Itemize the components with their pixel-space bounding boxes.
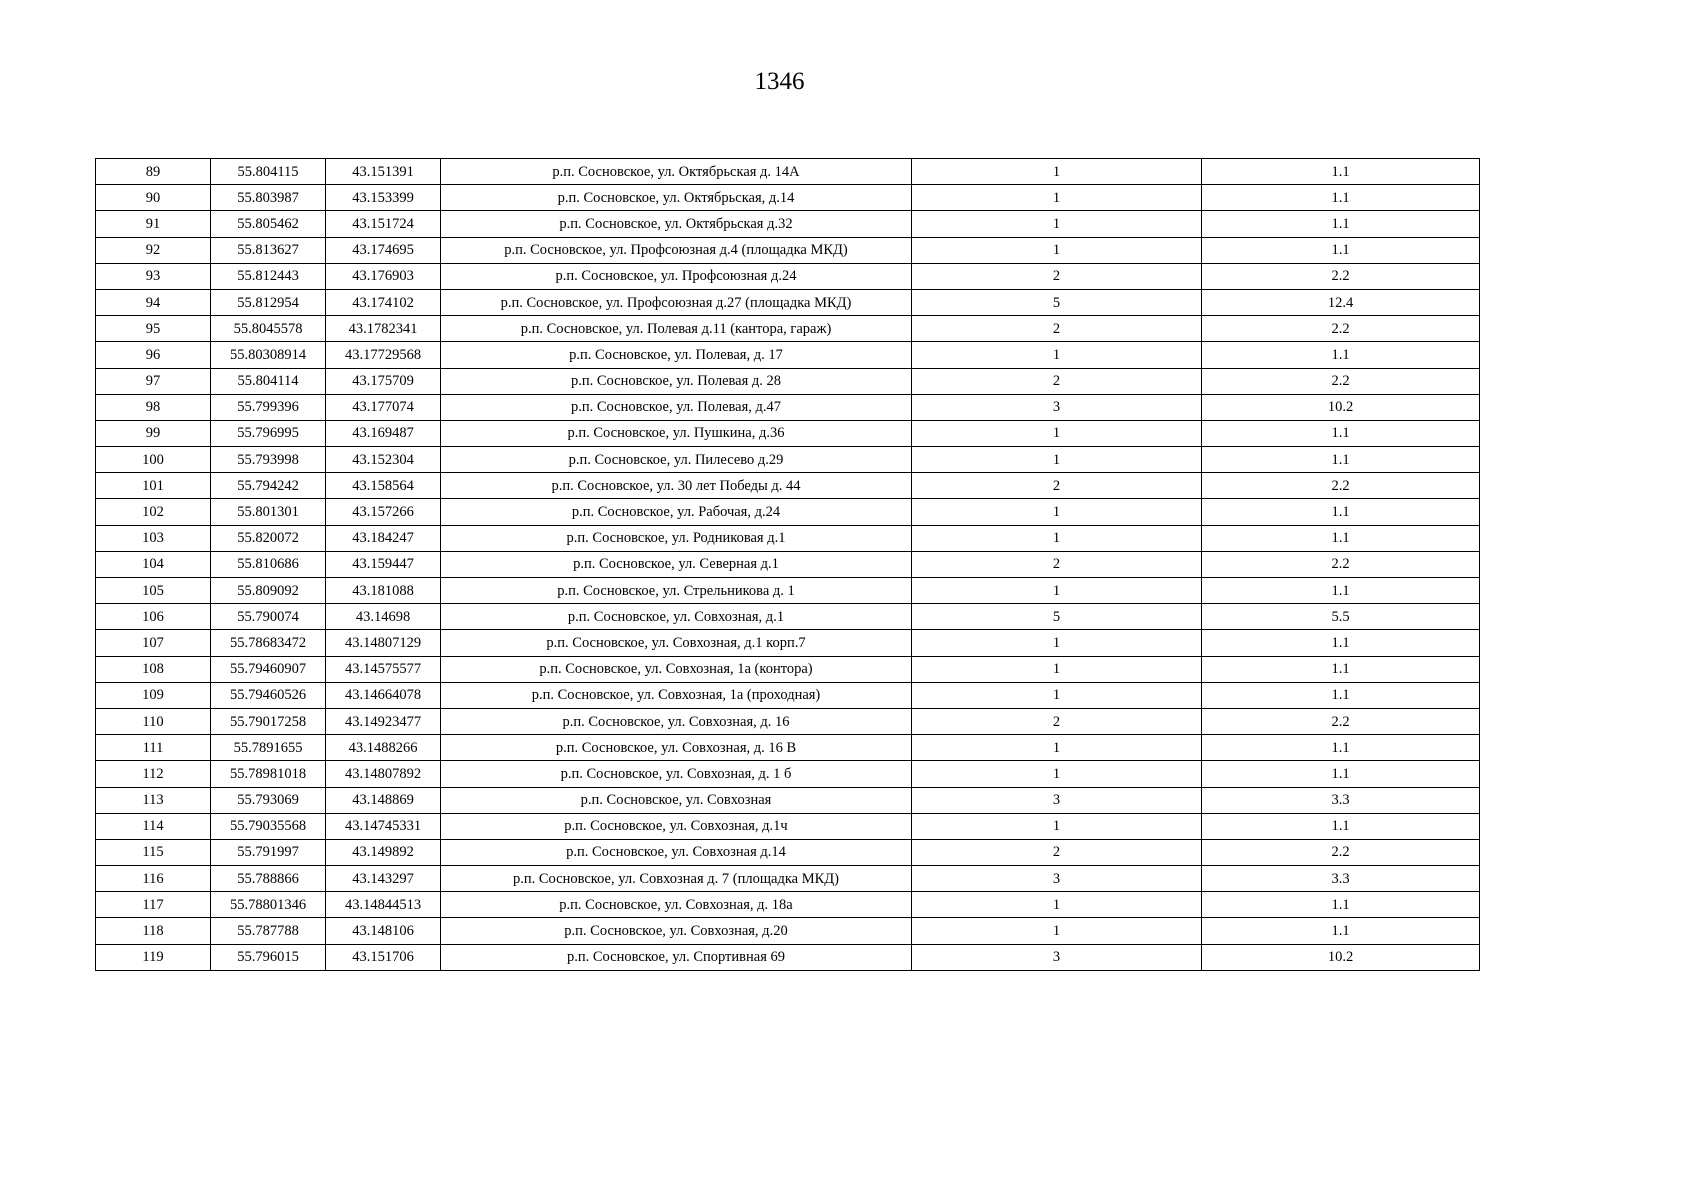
latitude-cell: 55.790074 [211,604,326,630]
container-count-cell: 2 [912,316,1202,342]
table-row [96,892,1480,918]
address-cell: р.п. Сосновское, ул. Октябрьская д.32 [441,211,912,237]
row-number-cell: 118 [96,918,211,944]
row-number-cell: 91 [96,211,211,237]
address-cell: р.п. Сосновское, ул. Полевая д.11 (кантора, гараж) [441,316,912,342]
volume-cell: 1.1 [1202,499,1480,525]
latitude-cell: 55.79035568 [211,813,326,839]
address-cell: р.п. Сосновское, ул. 30 лет Победы д. 44 [441,473,912,499]
latitude-cell: 55.803987 [211,185,326,211]
container-count-cell: 5 [912,289,1202,315]
volume-cell: 1.1 [1202,656,1480,682]
address-cell: р.п. Сосновское, ул. Совхозная, д. 16 [441,708,912,734]
row-number-cell: 108 [96,656,211,682]
container-count-cell: 1 [912,761,1202,787]
row-number-cell: 98 [96,394,211,420]
row-number-cell: 111 [96,735,211,761]
container-count-cell: 5 [912,604,1202,630]
table-row [96,682,1480,708]
table-row [96,211,1480,237]
longitude-cell: 43.153399 [326,185,441,211]
table-row [96,918,1480,944]
latitude-cell: 55.78981018 [211,761,326,787]
table-row [96,735,1480,761]
address-cell: р.п. Сосновское, ул. Совхозная, д. 18а [441,892,912,918]
volume-cell: 1.1 [1202,447,1480,473]
table-row [96,447,1480,473]
latitude-cell: 55.801301 [211,499,326,525]
container-count-cell: 2 [912,551,1202,577]
latitude-cell: 55.796015 [211,944,326,970]
address-cell: р.п. Сосновское, ул. Северная д.1 [441,551,912,577]
address-cell: р.п. Сосновское, ул. Совхозная, д.20 [441,918,912,944]
address-cell: р.п. Сосновское, ул. Родниковая д.1 [441,525,912,551]
volume-cell: 1.1 [1202,211,1480,237]
volume-cell: 1.1 [1202,525,1480,551]
longitude-cell: 43.14664078 [326,682,441,708]
latitude-cell: 55.793069 [211,787,326,813]
address-cell: р.п. Сосновское, ул. Совхозная, 1а (проходная) [441,682,912,708]
volume-cell: 1.1 [1202,630,1480,656]
table-row [96,866,1480,892]
longitude-cell: 43.151391 [326,159,441,185]
table-row [96,159,1480,185]
latitude-cell: 55.796995 [211,420,326,446]
volume-cell: 1.1 [1202,892,1480,918]
address-cell: р.п. Сосновское, ул. Совхозная, д. 1 б [441,761,912,787]
row-number-cell: 97 [96,368,211,394]
row-number-cell: 104 [96,551,211,577]
row-number-cell: 119 [96,944,211,970]
container-count-cell: 1 [912,499,1202,525]
latitude-cell: 55.804114 [211,368,326,394]
container-count-cell: 1 [912,735,1202,761]
volume-cell: 1.1 [1202,813,1480,839]
address-cell: р.п. Сосновское, ул. Пилесево д.29 [441,447,912,473]
volume-cell: 1.1 [1202,761,1480,787]
latitude-cell: 55.80308914 [211,342,326,368]
container-count-cell: 2 [912,473,1202,499]
longitude-cell: 43.181088 [326,578,441,604]
longitude-cell: 43.14923477 [326,708,441,734]
longitude-cell: 43.169487 [326,420,441,446]
container-count-cell: 1 [912,525,1202,551]
container-count-cell: 1 [912,813,1202,839]
table-row [96,787,1480,813]
address-cell: р.п. Сосновское, ул. Совхозная, д.1 [441,604,912,630]
row-number-cell: 103 [96,525,211,551]
table-row [96,237,1480,263]
address-cell: р.п. Сосновское, ул. Пушкина, д.36 [441,420,912,446]
address-cell: р.п. Сосновское, ул. Октябрьская, д.14 [441,185,912,211]
latitude-cell: 55.79460526 [211,682,326,708]
container-count-cell: 3 [912,394,1202,420]
row-number-cell: 93 [96,263,211,289]
container-count-cell: 1 [912,159,1202,185]
volume-cell: 2.2 [1202,316,1480,342]
volume-cell: 1.1 [1202,420,1480,446]
row-number-cell: 95 [96,316,211,342]
address-cell: р.п. Сосновское, ул. Совхозная д.14 [441,839,912,865]
table-row [96,342,1480,368]
volume-cell: 1.1 [1202,578,1480,604]
longitude-cell: 43.159447 [326,551,441,577]
container-count-cell: 2 [912,368,1202,394]
row-number-cell: 102 [96,499,211,525]
table-row [96,944,1480,970]
longitude-cell: 43.157266 [326,499,441,525]
row-number-cell: 115 [96,839,211,865]
container-count-cell: 1 [912,578,1202,604]
latitude-cell: 55.820072 [211,525,326,551]
row-number-cell: 89 [96,159,211,185]
longitude-cell: 43.148106 [326,918,441,944]
latitude-cell: 55.79017258 [211,708,326,734]
container-count-cell: 1 [912,237,1202,263]
latitude-cell: 55.78683472 [211,630,326,656]
address-cell: р.п. Сосновское, ул. Совхозная [441,787,912,813]
container-site-table [95,158,1480,971]
latitude-cell: 55.804115 [211,159,326,185]
latitude-cell: 55.7891655 [211,735,326,761]
row-number-cell: 101 [96,473,211,499]
table-row [96,263,1480,289]
row-number-cell: 107 [96,630,211,656]
row-number-cell: 106 [96,604,211,630]
latitude-cell: 55.788866 [211,866,326,892]
row-number-cell: 112 [96,761,211,787]
latitude-cell: 55.809092 [211,578,326,604]
longitude-cell: 43.1488266 [326,735,441,761]
container-count-cell: 2 [912,708,1202,734]
row-number-cell: 94 [96,289,211,315]
volume-cell: 1.1 [1202,237,1480,263]
address-cell: р.п. Сосновское, ул. Совхозная д. 7 (площадка МКД) [441,866,912,892]
latitude-cell: 55.8045578 [211,316,326,342]
volume-cell: 1.1 [1202,342,1480,368]
container-count-cell: 1 [912,447,1202,473]
row-number-cell: 99 [96,420,211,446]
longitude-cell: 43.151724 [326,211,441,237]
page-number: 1346 [754,68,805,95]
longitude-cell: 43.184247 [326,525,441,551]
latitude-cell: 55.805462 [211,211,326,237]
address-cell: р.п. Сосновское, ул. Стрельникова д. 1 [441,578,912,604]
address-cell: р.п. Сосновское, ул. Профсоюзная д.27 (площадка МКД) [441,289,912,315]
volume-cell: 1.1 [1202,682,1480,708]
container-count-cell: 3 [912,944,1202,970]
address-cell: р.п. Сосновское, ул. Октябрьская д. 14А [441,159,912,185]
latitude-cell: 55.812954 [211,289,326,315]
volume-cell: 3.3 [1202,866,1480,892]
latitude-cell: 55.810686 [211,551,326,577]
row-number-cell: 90 [96,185,211,211]
row-number-cell: 110 [96,708,211,734]
container-count-cell: 1 [912,918,1202,944]
container-count-cell: 3 [912,866,1202,892]
container-count-cell: 1 [912,656,1202,682]
table-row [96,473,1480,499]
row-number-cell: 113 [96,787,211,813]
latitude-cell: 55.799396 [211,394,326,420]
container-count-cell: 1 [912,342,1202,368]
table-row [96,525,1480,551]
volume-cell: 12.4 [1202,289,1480,315]
longitude-cell: 43.14844513 [326,892,441,918]
table-row [96,368,1480,394]
volume-cell: 2.2 [1202,368,1480,394]
latitude-cell: 55.78801346 [211,892,326,918]
address-cell: р.п. Сосновское, ул. Полевая д. 28 [441,368,912,394]
longitude-cell: 43.149892 [326,839,441,865]
volume-cell: 1.1 [1202,918,1480,944]
longitude-cell: 43.14698 [326,604,441,630]
volume-cell: 1.1 [1202,735,1480,761]
table-row [96,839,1480,865]
address-cell: р.п. Сосновское, ул. Совхозная, 1а (контора) [441,656,912,682]
table-row [96,394,1480,420]
address-cell: р.п. Сосновское, ул. Совхозная, д.1ч [441,813,912,839]
address-cell: р.п. Сосновское, ул. Профсоюзная д.4 (площадка МКД) [441,237,912,263]
address-cell: р.п. Сосновское, ул. Спортивная 69 [441,944,912,970]
container-count-cell: 2 [912,263,1202,289]
longitude-cell: 43.14807129 [326,630,441,656]
row-number-cell: 116 [96,866,211,892]
row-number-cell: 105 [96,578,211,604]
table-row [96,578,1480,604]
row-number-cell: 96 [96,342,211,368]
container-count-cell: 1 [912,682,1202,708]
volume-cell: 2.2 [1202,551,1480,577]
longitude-cell: 43.14745331 [326,813,441,839]
table-row [96,316,1480,342]
longitude-cell: 43.1782341 [326,316,441,342]
row-number-cell: 109 [96,682,211,708]
table-row [96,761,1480,787]
table-row [96,813,1480,839]
volume-cell: 1.1 [1202,159,1480,185]
volume-cell: 10.2 [1202,394,1480,420]
table-row [96,499,1480,525]
row-number-cell: 92 [96,237,211,263]
latitude-cell: 55.813627 [211,237,326,263]
container-count-cell: 1 [912,630,1202,656]
volume-cell: 10.2 [1202,944,1480,970]
table-row [96,630,1480,656]
address-cell: р.п. Сосновское, ул. Профсоюзная д.24 [441,263,912,289]
table-row [96,185,1480,211]
container-count-cell: 3 [912,787,1202,813]
volume-cell: 5.5 [1202,604,1480,630]
volume-cell: 2.2 [1202,708,1480,734]
container-count-cell: 1 [912,892,1202,918]
longitude-cell: 43.176903 [326,263,441,289]
longitude-cell: 43.17729568 [326,342,441,368]
longitude-cell: 43.177074 [326,394,441,420]
volume-cell: 1.1 [1202,185,1480,211]
address-cell: р.п. Сосновское, ул. Совхозная, д. 16 В [441,735,912,761]
volume-cell: 2.2 [1202,839,1480,865]
address-cell: р.п. Сосновское, ул. Полевая, д.47 [441,394,912,420]
table-row [96,551,1480,577]
longitude-cell: 43.14575577 [326,656,441,682]
address-cell: р.п. Сосновское, ул. Совхозная, д.1 корп.7 [441,630,912,656]
longitude-cell: 43.175709 [326,368,441,394]
volume-cell: 2.2 [1202,473,1480,499]
address-cell: р.п. Сосновское, ул. Полевая, д. 17 [441,342,912,368]
latitude-cell: 55.794242 [211,473,326,499]
volume-cell: 3.3 [1202,787,1480,813]
longitude-cell: 43.143297 [326,866,441,892]
latitude-cell: 55.787788 [211,918,326,944]
container-count-cell: 1 [912,211,1202,237]
longitude-cell: 43.174695 [326,237,441,263]
row-number-cell: 100 [96,447,211,473]
latitude-cell: 55.79460907 [211,656,326,682]
longitude-cell: 43.174102 [326,289,441,315]
row-number-cell: 117 [96,892,211,918]
container-count-cell: 1 [912,420,1202,446]
table-row [96,604,1480,630]
table-row [96,420,1480,446]
longitude-cell: 43.14807892 [326,761,441,787]
table-body [96,159,1480,971]
longitude-cell: 43.152304 [326,447,441,473]
container-count-cell: 2 [912,839,1202,865]
latitude-cell: 55.791997 [211,839,326,865]
container-count-cell: 1 [912,185,1202,211]
table-row [96,708,1480,734]
table-row [96,289,1480,315]
address-cell: р.п. Сосновское, ул. Рабочая, д.24 [441,499,912,525]
row-number-cell: 114 [96,813,211,839]
latitude-cell: 55.793998 [211,447,326,473]
longitude-cell: 43.151706 [326,944,441,970]
latitude-cell: 55.812443 [211,263,326,289]
volume-cell: 2.2 [1202,263,1480,289]
table-row [96,656,1480,682]
longitude-cell: 43.148869 [326,787,441,813]
longitude-cell: 43.158564 [326,473,441,499]
